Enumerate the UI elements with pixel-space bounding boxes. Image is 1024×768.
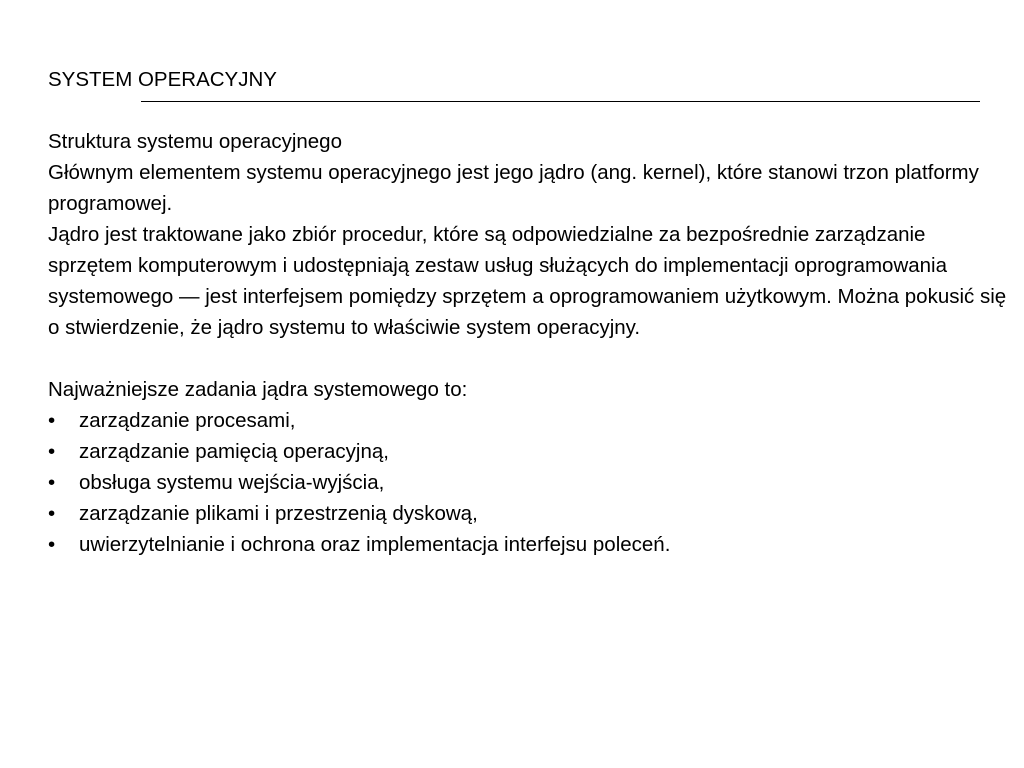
bullet-icon: • <box>48 471 56 494</box>
list-item <box>48 467 1008 498</box>
list-item <box>48 436 1008 467</box>
bullet-icon: • <box>48 502 56 525</box>
bullet-icon: • <box>48 533 56 556</box>
slide-title: SYSTEM OPERACYJNY <box>48 68 277 91</box>
list-item-text: zarządzanie plikami i przestrzenią dyskową, <box>79 502 478 525</box>
bullet-icon: • <box>48 409 56 432</box>
list-item <box>48 405 1008 436</box>
list-item <box>48 498 1008 529</box>
list-item-text: obsługa systemu wejścia-wyjścia, <box>79 471 385 494</box>
tasks-heading: Najważniejsze zadania jądra systemowego to: <box>48 378 468 401</box>
title-divider <box>141 101 980 102</box>
list-item-text: zarządzanie procesami, <box>79 409 296 432</box>
tasks-list <box>48 405 1008 560</box>
list-item <box>48 529 1008 560</box>
spacer <box>48 343 1008 374</box>
paragraph-kernel-definition: Jądro jest traktowane jako zbiór procedur, które są odpowiedzialne za bezpośrednie zarządzanie sprzętem komputerowym i udostępniają zestaw usług służących do implementacji oprogramowania systemowego — jest interfejsem pomiędzy sprzętem a oprogramowaniem użytkowym. Można pokusić się o stwierdzenie, że jądro systemu to właściwie system operacyjny. <box>48 223 1007 339</box>
paragraph-kernel-intro: Głównym elementem systemu operacyjnego jest jego jądro (ang. kernel), które stanowi trzon platformy programowej. <box>48 161 979 215</box>
bullet-icon: • <box>48 440 56 463</box>
list-item-text: uwierzytelnianie i ochrona oraz implementacja interfejsu poleceń. <box>79 533 671 556</box>
slide-body <box>48 126 1008 560</box>
list-item-text: zarządzanie pamięcią operacyjną, <box>79 440 389 463</box>
section-heading: Struktura systemu operacyjnego <box>48 130 342 153</box>
